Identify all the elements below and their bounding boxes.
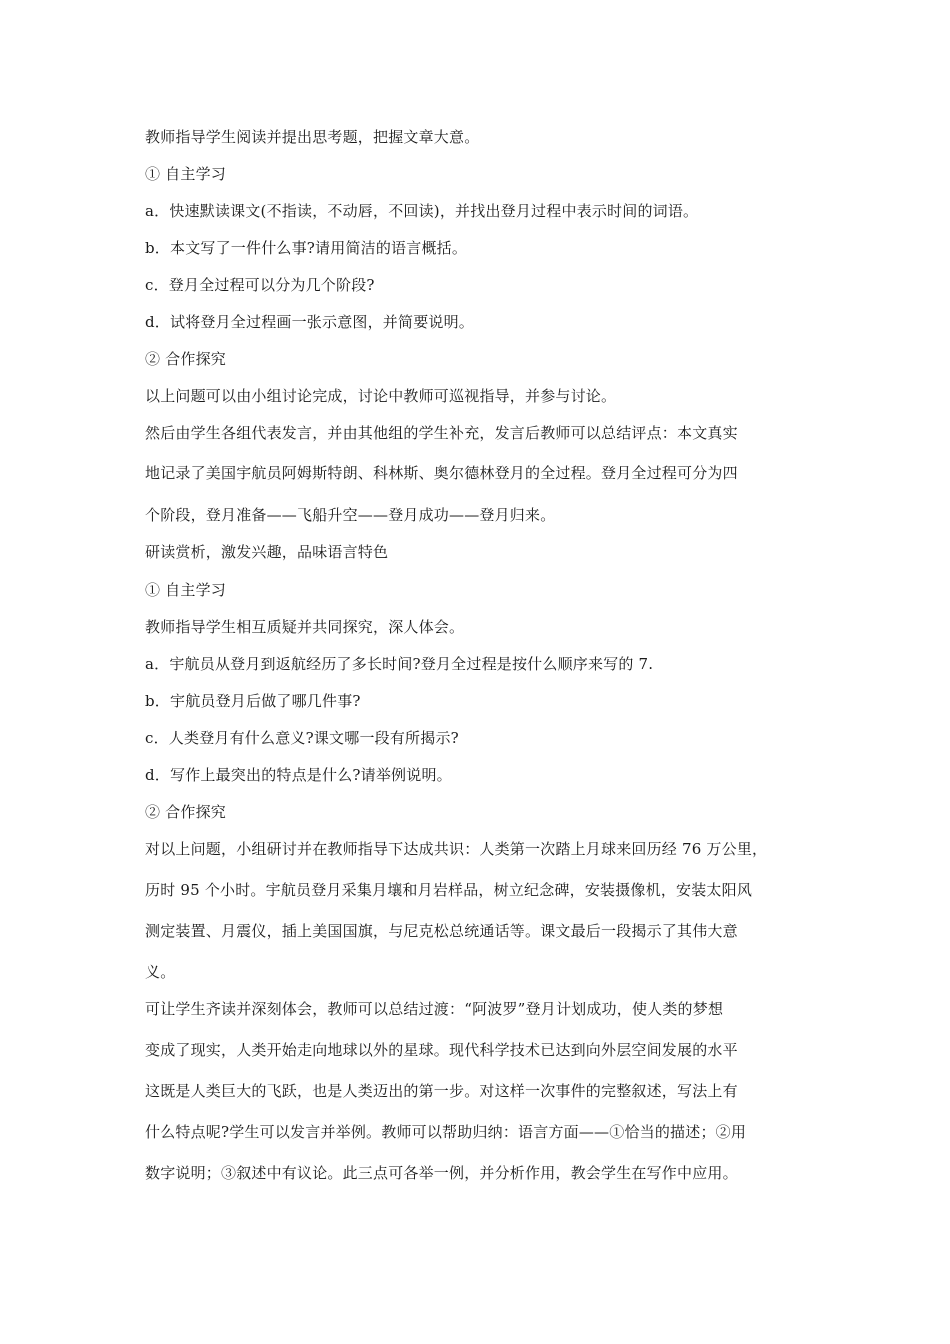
text-line: 教师指导学生阅读并提出思考题，把握文章大意。 [145, 128, 480, 146]
text-line: 变成了现实，人类开始走向地球以外的星球。现代科学技术已达到向外层空间发展的水平 [145, 1041, 738, 1059]
list-item: c．人类登月有什么意义?课文哪一段有所揭示? [145, 729, 459, 747]
list-item: d．写作上最突出的特点是什么?请举例说明。 [145, 766, 452, 784]
text-line: 历时 95 个小时。宇航员登月采集月壤和月岩样品，树立纪念碑，安装摄像机，安装太阳风 [145, 881, 753, 899]
text-line: 可让学生齐读并深刻体会，教师可以总结过渡：“阿波罗”登月计划成功，使人类的梦想 [145, 1000, 724, 1018]
text-line: 然后由学生各组代表发言，并由其他组的学生补充，发言后教师可以总结评点：本文真实 [145, 424, 738, 442]
text-line: 测定装置、月震仪，插上美国国旗，与尼克松总统通话等。课文最后一段揭示了其伟大意 [145, 922, 738, 940]
section-heading: ① 自主学习 [145, 581, 226, 599]
list-item: a．快速默读课文(不指读，不动唇，不回读)，并找出登月过程中表示时间的词语。 [145, 202, 699, 220]
text-line: 教师指导学生相互质疑并共同探究，深人体会。 [145, 618, 465, 636]
text-line: 个阶段，登月准备——飞船升空——登月成功——登月归来。 [145, 506, 556, 524]
list-item: b．宇航员登月后做了哪几件事? [145, 692, 361, 710]
section-heading: ② 合作探究 [145, 803, 226, 821]
list-item: b．本文写了一件什么事?请用简洁的语言概括。 [145, 239, 468, 257]
list-item: c．登月全过程可以分为几个阶段? [145, 276, 375, 294]
text-line: 以上问题可以由小组讨论完成，讨论中教师可巡视指导，并参与讨论。 [145, 387, 617, 405]
section-heading: ② 合作探究 [145, 350, 226, 368]
section-heading: ① 自主学习 [145, 165, 226, 183]
text-line: 义。 [145, 963, 176, 981]
text-line: 数字说明；③叙述中有议论。此三点可各举一例，并分析作用，教会学生在写作中应用。 [145, 1164, 738, 1182]
text-line: 地记录了美国宇航员阿姆斯特朗、科林斯、奥尔德林登月的全过程。登月全过程可分为四 [145, 464, 738, 482]
text-line: 什么特点呢?学生可以发言并举例。教师可以帮助归纳：语言方面——①恰当的描述；②用 [145, 1123, 747, 1141]
list-item: a．宇航员从登月到返航经历了多长时间?登月全过程是按什么顺序来写的 7. [145, 655, 654, 673]
text-line: 这既是人类巨大的飞跃，也是人类迈出的第一步。对这样一次事件的完整叙述，写法上有 [145, 1082, 738, 1100]
section-heading: 研读赏析，激发兴趣，品味语言特色 [145, 543, 389, 561]
list-item: d．试将登月全过程画一张示意图，并简要说明。 [145, 313, 475, 331]
text-line: 对以上问题，小组研讨并在教师指导下达成共识：人类第一次踏上月球来回历经 76 万公里， [145, 840, 768, 858]
